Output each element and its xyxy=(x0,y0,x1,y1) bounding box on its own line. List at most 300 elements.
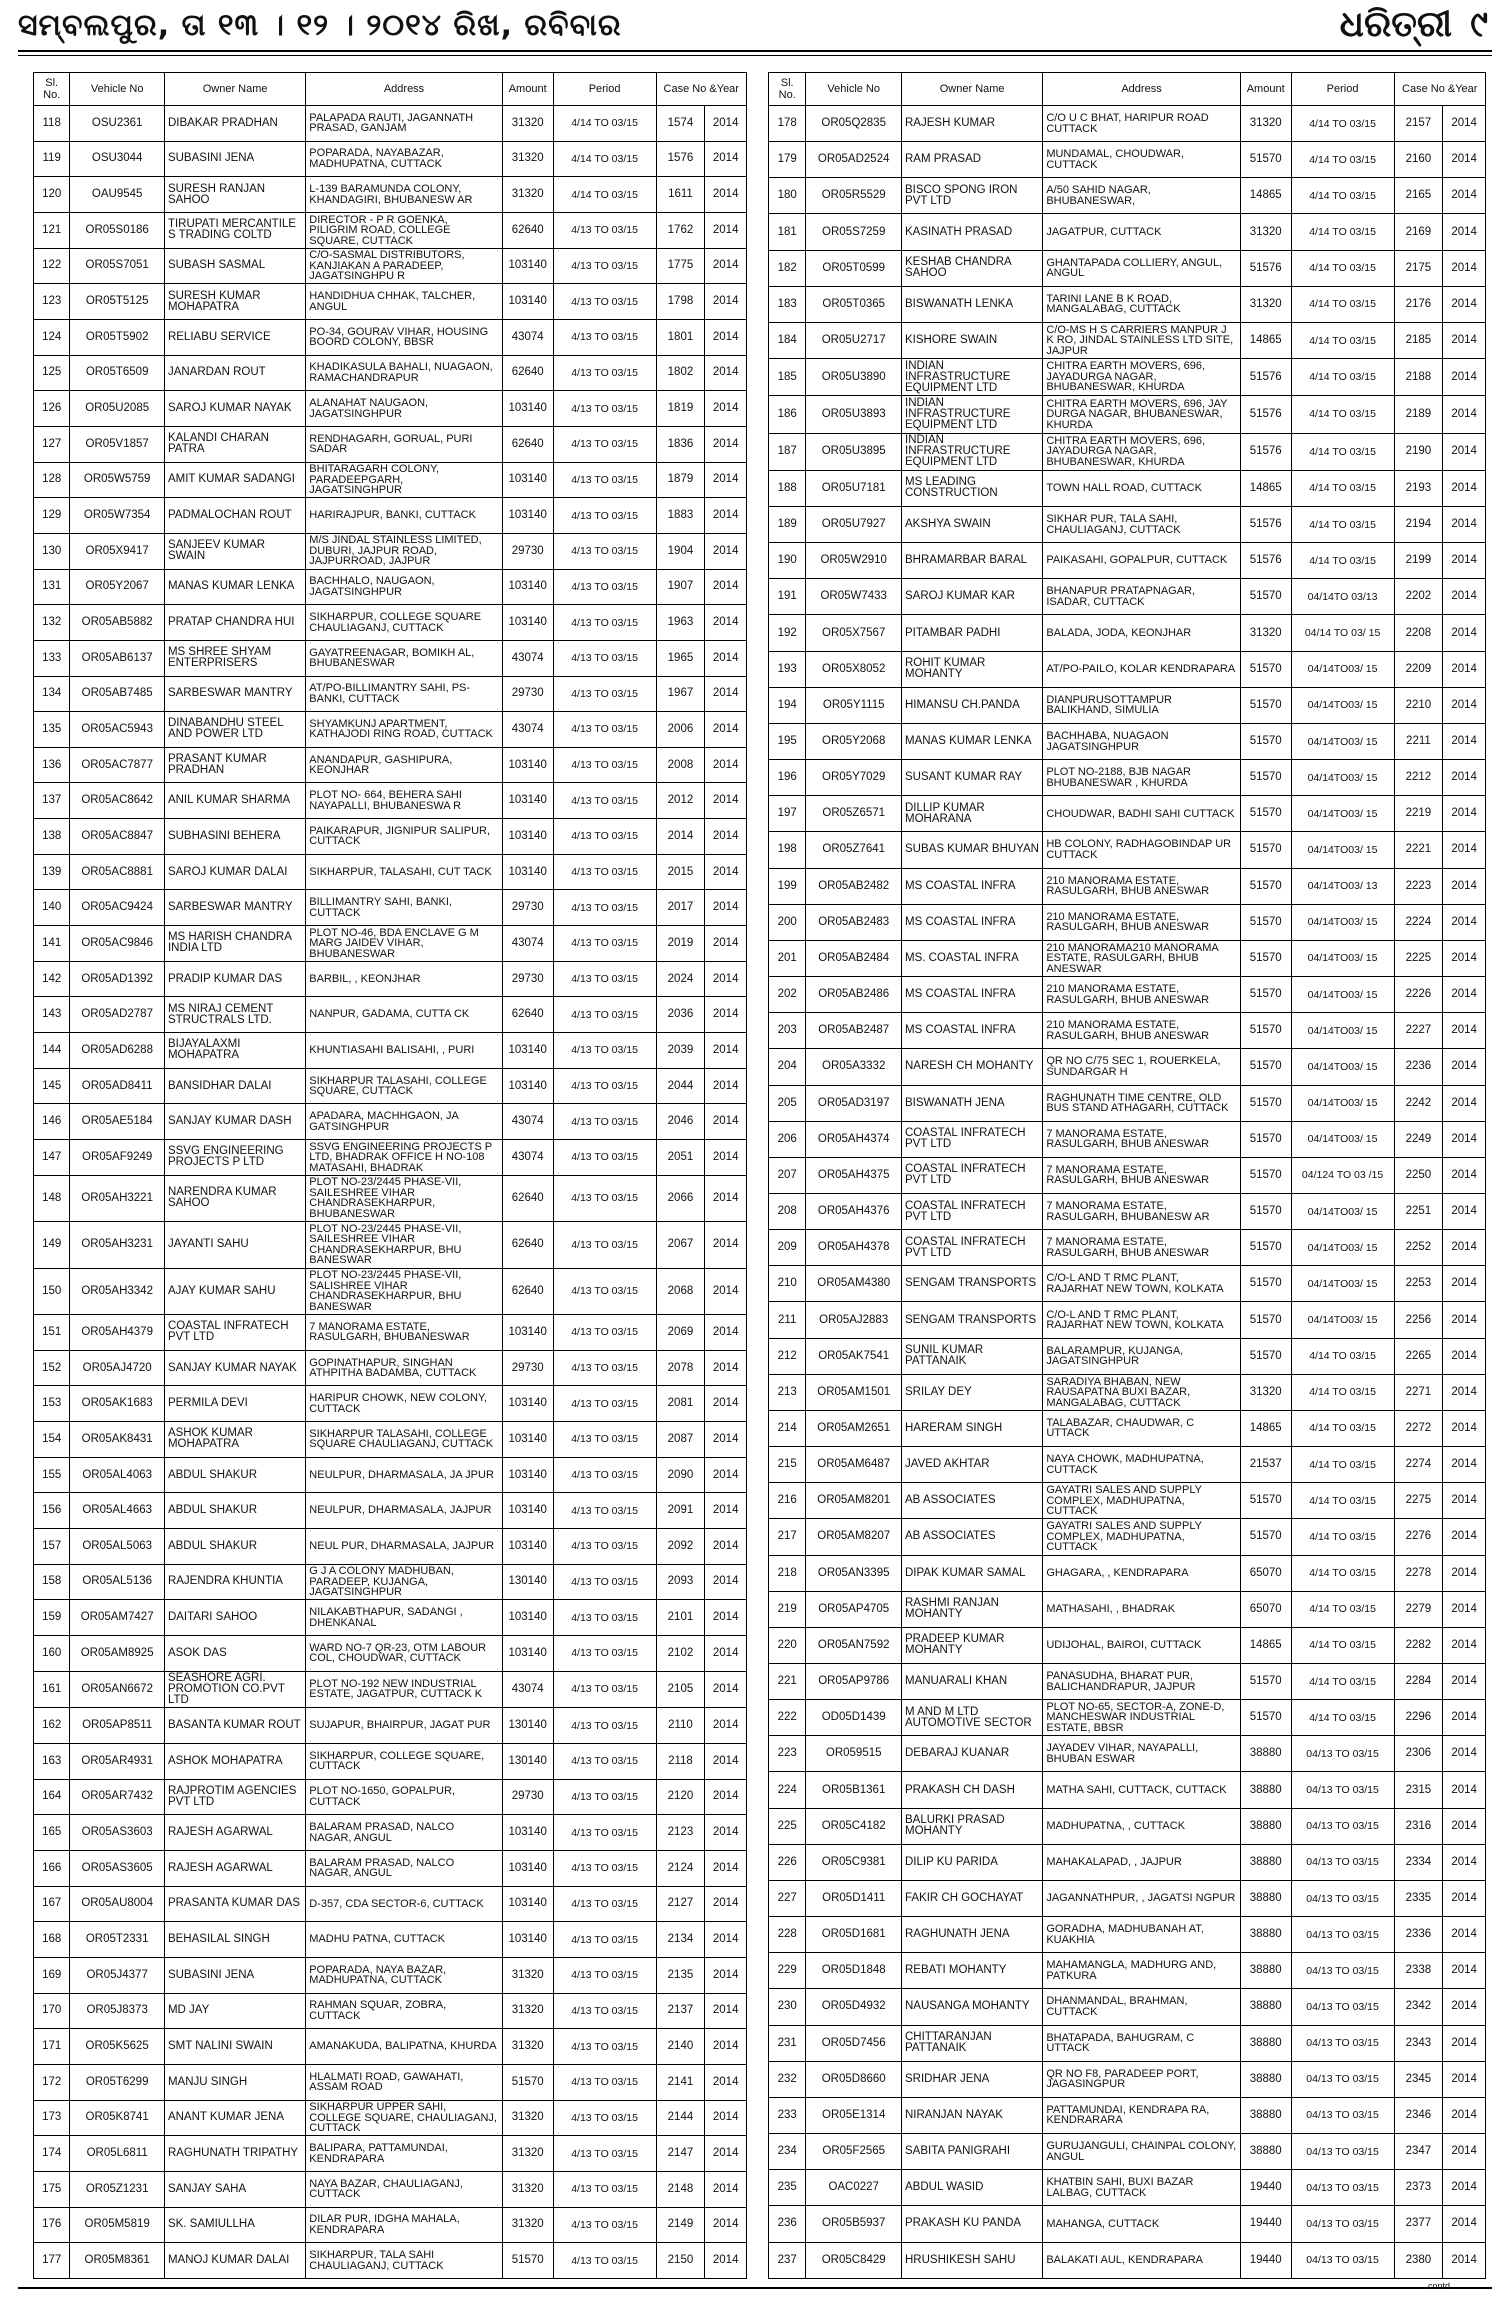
table-row xyxy=(34,1140,747,1176)
cell-sl-no: 231 xyxy=(769,2025,806,2061)
cell-period: 04/14TO03/ 13 xyxy=(1291,868,1394,904)
cell-vehicle-no: OR05AK8431 xyxy=(70,1422,165,1458)
cell-owner-name: BALURKI PRASAD MOHANTY xyxy=(902,1808,1043,1844)
cell-case-year: 2014 xyxy=(705,1922,747,1958)
cell-owner-name: DAITARI SAHOO xyxy=(164,1600,305,1636)
cell-case-year: 2014 xyxy=(705,1708,747,1744)
cell-owner-name: PRASANT KUMAR PRADHAN xyxy=(164,747,305,783)
cell-owner-name: BANSIDHAR DALAI xyxy=(164,1068,305,1104)
cell-case-year: 2014 xyxy=(705,1068,747,1104)
cell-vehicle-no: OR05U3890 xyxy=(806,359,902,396)
cell-address: C/O-MS H S CARRIERS MANPUR J K RO, JINDAL STAINLESS LTD SITE, JAJPUR xyxy=(1043,322,1240,358)
cell-period: 04/14TO03/ 15 xyxy=(1291,1049,1394,1085)
cell-owner-name: ANIL KUMAR SHARMA xyxy=(164,783,305,819)
cell-vehicle-no: OR05AC7877 xyxy=(70,747,165,783)
cell-sl-no: 135 xyxy=(34,712,70,748)
cell-case-year: 2014 xyxy=(1443,359,1486,396)
cell-case-no: 2306 xyxy=(1394,1736,1443,1772)
cell-amount: 65070 xyxy=(1240,1555,1291,1591)
cell-case-no: 2296 xyxy=(1394,1700,1443,1736)
cell-case-no: 2093 xyxy=(656,1564,705,1600)
cell-period: 4/13 TO 03/15 xyxy=(553,2064,656,2100)
cell-vehicle-no: OR05U7181 xyxy=(806,470,902,506)
cell-amount: 103140 xyxy=(502,1815,553,1851)
cell-vehicle-no: OR05AR4931 xyxy=(70,1744,165,1780)
cell-amount: 62640 xyxy=(502,1222,553,1268)
table-row xyxy=(34,1850,747,1886)
cell-case-no: 2135 xyxy=(656,1957,705,1993)
cell-period: 4/13 TO 03/15 xyxy=(553,1140,656,1176)
cell-period: 4/13 TO 03/15 xyxy=(553,533,656,569)
cell-address: SIKHARPUR TALASAHI, COLLEGE SQUARE, CUTTACK xyxy=(306,1068,502,1104)
cell-amount: 31320 xyxy=(502,2100,553,2136)
cell-period: 4/14 TO 03/15 xyxy=(1291,286,1394,322)
cell-amount: 103140 xyxy=(502,1635,553,1671)
cell-sl-no: 184 xyxy=(769,322,806,358)
cell-owner-name: BASANTA KUMAR ROUT xyxy=(164,1708,305,1744)
cell-sl-no: 197 xyxy=(769,796,806,832)
cell-address: BALARAM PRASAD, NALCO NAGAR, ANGUL xyxy=(306,1815,502,1851)
cell-vehicle-no: OR05AD2524 xyxy=(806,142,902,178)
cell-period: 4/14 TO 03/15 xyxy=(1291,1519,1394,1555)
cell-vehicle-no: OR05AD2787 xyxy=(70,997,165,1033)
cell-owner-name: COASTAL INFRATECH PVT LTD xyxy=(902,1193,1043,1229)
cell-case-year: 2014 xyxy=(705,106,747,142)
cell-case-no: 1574 xyxy=(656,106,705,142)
cell-sl-no: 189 xyxy=(769,507,806,543)
cell-amount: 103140 xyxy=(502,1033,553,1069)
cell-case-no: 2226 xyxy=(1394,977,1443,1013)
table-row xyxy=(769,1410,1486,1446)
cell-address: SSVG ENGINEERING PROJECTS P LTD, BHADRAK OFFICE H NO-108 MATASAHI, BHADRAK xyxy=(306,1140,502,1176)
cell-owner-name: SANJAY KUMAR NAYAK xyxy=(164,1350,305,1386)
cell-case-no: 2335 xyxy=(1394,1880,1443,1916)
col-header-owner: Owner Name xyxy=(164,73,305,106)
cell-amount: 103140 xyxy=(502,498,553,534)
cell-case-year: 2014 xyxy=(1443,1085,1486,1121)
table-row xyxy=(34,1528,747,1564)
cell-owner-name: MS COASTAL INFRA xyxy=(902,977,1043,1013)
cell-case-year: 2014 xyxy=(705,2136,747,2172)
cell-period: 04/14TO03/ 15 xyxy=(1291,760,1394,796)
cell-case-year: 2014 xyxy=(705,1815,747,1851)
table-row xyxy=(34,1386,747,1422)
cell-sl-no: 134 xyxy=(34,676,70,712)
cell-amount: 65070 xyxy=(1240,1591,1291,1627)
cell-vehicle-no: OAU9545 xyxy=(70,177,165,213)
cell-case-no: 2019 xyxy=(656,926,705,962)
cell-owner-name: AB ASSOCIATES xyxy=(902,1519,1043,1555)
cell-amount: 29730 xyxy=(502,961,553,997)
cell-address: HARIRAJPUR, BANKI, CUTTACK xyxy=(306,498,502,534)
cell-case-no: 1904 xyxy=(656,533,705,569)
table-row xyxy=(34,1635,747,1671)
cell-amount: 51570 xyxy=(1240,142,1291,178)
cell-period: 04/13 TO 03/15 xyxy=(1291,1953,1394,1989)
cell-case-no: 2124 xyxy=(656,1850,705,1886)
cell-period: 4/14 TO 03/15 xyxy=(1291,106,1394,142)
cell-case-year: 2014 xyxy=(705,212,747,248)
cell-case-year: 2014 xyxy=(705,177,747,213)
cell-amount: 51570 xyxy=(1240,977,1291,1013)
cell-case-year: 2014 xyxy=(705,890,747,926)
cell-amount: 51576 xyxy=(1240,543,1291,579)
cell-period: 04/14TO03/ 15 xyxy=(1291,904,1394,940)
table-row xyxy=(769,1085,1486,1121)
table-row xyxy=(769,1664,1486,1700)
cell-vehicle-no: OR05AL5136 xyxy=(70,1564,165,1600)
cell-amount: 31320 xyxy=(1240,1374,1291,1410)
cell-vehicle-no: OR05M8361 xyxy=(70,2243,165,2279)
cell-vehicle-no: OR05AL4663 xyxy=(70,1493,165,1529)
cell-case-no: 2039 xyxy=(656,1033,705,1069)
cell-sl-no: 128 xyxy=(34,462,70,498)
cell-vehicle-no: OR05AK1683 xyxy=(70,1386,165,1422)
cell-case-year: 2014 xyxy=(1443,1193,1486,1229)
cell-owner-name: JAYANTI SAHU xyxy=(164,1222,305,1268)
cell-address: PLOT NO-23/2445 PHASE-VII, SALISHREE VIHAR CHANDRASEKHARPUR, BHU BANESWAR xyxy=(306,1268,502,1314)
cell-amount: 31320 xyxy=(1240,286,1291,322)
table-row xyxy=(34,997,747,1033)
cell-case-no: 2242 xyxy=(1394,1085,1443,1121)
cell-sl-no: 119 xyxy=(34,141,70,177)
cell-owner-name: ANANT KUMAR JENA xyxy=(164,2100,305,2136)
cell-case-no: 2272 xyxy=(1394,1410,1443,1446)
table-row xyxy=(34,284,747,320)
cell-vehicle-no: OR05C8429 xyxy=(806,2242,902,2279)
cell-vehicle-no: OR05AE5184 xyxy=(70,1104,165,1140)
cell-case-no: 1967 xyxy=(656,676,705,712)
cell-period: 4/13 TO 03/15 xyxy=(553,1104,656,1140)
table-row xyxy=(34,2243,747,2279)
table-row xyxy=(34,2064,747,2100)
table-row xyxy=(34,1175,747,1221)
cell-vehicle-no: OR05T2331 xyxy=(70,1922,165,1958)
cell-case-no: 1775 xyxy=(656,248,705,284)
cell-address: KHATBIN SAHI, BUXI BAZAR LALBAG, CUTTACK xyxy=(1043,2170,1240,2206)
cell-address: 210 MANORAMA ESTATE, RASULGARH, BHUB ANESWAR xyxy=(1043,868,1240,904)
cell-vehicle-no: OR05AB2482 xyxy=(806,868,902,904)
cell-vehicle-no: OR05L6811 xyxy=(70,2136,165,2172)
cell-owner-name: RAJENDRA KHUNTIA xyxy=(164,1564,305,1600)
cell-owner-name: BHRAMARBAR BARAL xyxy=(902,543,1043,579)
table-row xyxy=(769,286,1486,322)
cell-vehicle-no: OR05D1848 xyxy=(806,1953,902,1989)
cell-owner-name: PRAKASH CH DASH xyxy=(902,1772,1043,1808)
table-row xyxy=(34,1350,747,1386)
cell-owner-name: SENGAM TRANSPORTS xyxy=(902,1266,1043,1302)
cell-amount: 38880 xyxy=(1240,1772,1291,1808)
cell-vehicle-no: OR05R5529 xyxy=(806,178,902,214)
cell-period: 04/13 TO 03/15 xyxy=(1291,2061,1394,2097)
cell-owner-name: NIRANJAN NAYAK xyxy=(902,2097,1043,2133)
cell-amount: 62640 xyxy=(502,1175,553,1221)
cell-case-no: 2036 xyxy=(656,997,705,1033)
cell-owner-name: INDIAN INFRASTRUCTURE EQUIPMENT LTD xyxy=(902,396,1043,433)
cell-amount: 31320 xyxy=(502,106,553,142)
table-row xyxy=(769,1591,1486,1627)
cell-address: KHADIKASULA BAHALI, NUAGAON, RAMACHANDRAPUR xyxy=(306,355,502,391)
cell-case-year: 2014 xyxy=(705,747,747,783)
cell-amount: 103140 xyxy=(502,1422,553,1458)
cell-address: PLOT NO-65, SECTOR-A, ZONE-D, MANCHESWAR INDUSTRIAL ESTATE, BBSR xyxy=(1043,1700,1240,1736)
cell-address: GHAGARA, , KENDRAPARA xyxy=(1043,1555,1240,1591)
cell-case-no: 2068 xyxy=(656,1268,705,1314)
col-header-address: Address xyxy=(306,73,502,106)
cell-case-no: 2202 xyxy=(1394,579,1443,615)
cell-case-year: 2014 xyxy=(705,1386,747,1422)
cell-case-year: 2014 xyxy=(705,1993,747,2029)
cell-case-year: 2014 xyxy=(705,1315,747,1351)
cell-case-year: 2014 xyxy=(1443,507,1486,543)
cell-vehicle-no: OR05AH3231 xyxy=(70,1222,165,1268)
table-row xyxy=(34,1600,747,1636)
cell-case-year: 2014 xyxy=(705,1222,747,1268)
cell-case-year: 2014 xyxy=(1443,250,1486,286)
cell-case-year: 2014 xyxy=(1443,1736,1486,1772)
cell-owner-name: JANARDAN ROUT xyxy=(164,355,305,391)
cell-owner-name: MS. COASTAL INFRA xyxy=(902,940,1043,976)
cell-amount: 14865 xyxy=(1240,470,1291,506)
cell-case-year: 2014 xyxy=(1443,868,1486,904)
table-row xyxy=(34,1222,747,1268)
table-row xyxy=(769,2061,1486,2097)
cell-vehicle-no: OR05AC8642 xyxy=(70,783,165,819)
cell-case-year: 2014 xyxy=(705,462,747,498)
table-row xyxy=(34,712,747,748)
cell-owner-name: BISWANATH LENKA xyxy=(902,286,1043,322)
cell-case-year: 2014 xyxy=(705,676,747,712)
cell-case-year: 2014 xyxy=(1443,1664,1486,1700)
footer-rule xyxy=(18,2287,1492,2289)
masthead xyxy=(1322,4,1488,46)
cell-vehicle-no: OR05AB6137 xyxy=(70,640,165,676)
cell-case-no: 1879 xyxy=(656,462,705,498)
cell-case-no: 1798 xyxy=(656,284,705,320)
cell-case-year: 2014 xyxy=(1443,1049,1486,1085)
cell-vehicle-no: OR05S0186 xyxy=(70,212,165,248)
cell-owner-name: DILIP KU PARIDA xyxy=(902,1844,1043,1880)
cell-case-year: 2014 xyxy=(1443,178,1486,214)
cell-period: 4/13 TO 03/15 xyxy=(553,1457,656,1493)
cell-amount: 38880 xyxy=(1240,1989,1291,2025)
cell-owner-name: BISWANATH JENA xyxy=(902,1085,1043,1121)
cell-address: PATTAMUNDAI, KENDRAPA RA, KENDRARARA xyxy=(1043,2097,1240,2133)
table-row xyxy=(34,2100,747,2136)
cell-vehicle-no: OR05T6509 xyxy=(70,355,165,391)
cell-owner-name: SUBASH SASMAL xyxy=(164,248,305,284)
cell-period: 4/13 TO 03/15 xyxy=(553,997,656,1033)
table-row xyxy=(769,2170,1486,2206)
table-row xyxy=(34,1268,747,1314)
cell-address: RAHMAN SQUAR, ZOBRA, CUTTACK xyxy=(306,1993,502,2029)
cell-sl-no: 133 xyxy=(34,640,70,676)
cell-owner-name: HIMANSU CH.PANDA xyxy=(902,687,1043,723)
cell-owner-name: COASTAL INFRATECH PVT LTD xyxy=(902,1157,1043,1193)
cell-case-no: 2223 xyxy=(1394,868,1443,904)
cell-case-no: 2278 xyxy=(1394,1555,1443,1591)
cell-period: 4/13 TO 03/15 xyxy=(553,712,656,748)
cell-address: PLOT NO- 664, BEHERA SAHI NAYAPALLI, BHUBANESWA R xyxy=(306,783,502,819)
cell-period: 04/14 TO 03/ 15 xyxy=(1291,615,1394,651)
cell-amount: 103140 xyxy=(502,569,553,605)
cell-case-no: 1965 xyxy=(656,640,705,676)
table-row xyxy=(34,1564,747,1600)
cell-vehicle-no: OR05W2910 xyxy=(806,543,902,579)
cell-case-no: 1883 xyxy=(656,498,705,534)
cell-address: MADHUPATNA, , CUTTACK xyxy=(1043,1808,1240,1844)
cell-case-no: 1907 xyxy=(656,569,705,605)
cell-amount: 29730 xyxy=(502,1779,553,1815)
cell-case-year: 2014 xyxy=(1443,1013,1486,1049)
cell-address: BALARAM PRASAD, NALCO NAGAR, ANGUL xyxy=(306,1850,502,1886)
cell-sl-no: 172 xyxy=(34,2064,70,2100)
cell-case-year: 2014 xyxy=(1443,1555,1486,1591)
cell-period: 4/13 TO 03/15 xyxy=(553,426,656,462)
cell-case-no: 1801 xyxy=(656,319,705,355)
cell-vehicle-no: OR05U3895 xyxy=(806,433,902,470)
cell-sl-no: 221 xyxy=(769,1664,806,1700)
col-header-case: Case No &Year xyxy=(1394,73,1486,106)
cell-case-no: 2110 xyxy=(656,1708,705,1744)
cell-sl-no: 207 xyxy=(769,1157,806,1193)
cell-amount: 103140 xyxy=(502,248,553,284)
cell-owner-name: ROHIT KUMAR MOHANTY xyxy=(902,651,1043,687)
cell-sl-no: 206 xyxy=(769,1121,806,1157)
cell-address: SARADIYA BHABAN, NEW RAUSAPATNA BUXI BAZAR, MANGALABAG, CUTTACK xyxy=(1043,1374,1240,1410)
cell-owner-name: SARBESWAR MANTRY xyxy=(164,890,305,926)
table-row xyxy=(34,141,747,177)
cell-owner-name: COASTAL INFRATECH PVT LTD xyxy=(164,1315,305,1351)
cell-sl-no: 205 xyxy=(769,1085,806,1121)
cell-owner-name: ASOK DAS xyxy=(164,1635,305,1671)
cell-case-year: 2014 xyxy=(1443,322,1486,358)
cell-sl-no: 148 xyxy=(34,1175,70,1221)
cell-amount: 51576 xyxy=(1240,359,1291,396)
cell-period: 4/13 TO 03/15 xyxy=(553,1175,656,1221)
cell-amount: 62640 xyxy=(502,1268,553,1314)
cell-case-no: 2224 xyxy=(1394,904,1443,940)
cell-address: 7 MANORAMA ESTATE, RASULGARH, BHUB ANESWAR xyxy=(1043,1157,1240,1193)
cell-vehicle-no: OR05B1361 xyxy=(806,1772,902,1808)
cell-sl-no: 236 xyxy=(769,2206,806,2242)
cell-amount: 51570 xyxy=(1240,796,1291,832)
cell-vehicle-no: OR05AR7432 xyxy=(70,1779,165,1815)
cell-owner-name: INDIAN INFRASTRUCTURE EQUIPMENT LTD xyxy=(902,359,1043,396)
cell-owner-name: MS COASTAL INFRA xyxy=(902,868,1043,904)
cell-sl-no: 166 xyxy=(34,1850,70,1886)
cell-amount: 51570 xyxy=(1240,868,1291,904)
cell-sl-no: 235 xyxy=(769,2170,806,2206)
cell-period: 4/14 TO 03/15 xyxy=(1291,396,1394,433)
cell-case-no: 2008 xyxy=(656,747,705,783)
cell-period: 4/13 TO 03/15 xyxy=(553,1922,656,1958)
cell-case-no: 2006 xyxy=(656,712,705,748)
col-header-period: Period xyxy=(553,73,656,106)
cell-case-year: 2014 xyxy=(705,319,747,355)
cell-sl-no: 159 xyxy=(34,1600,70,1636)
cell-case-no: 2338 xyxy=(1394,1953,1443,1989)
cell-period: 4/13 TO 03/15 xyxy=(553,2207,656,2243)
cell-case-year: 2014 xyxy=(1443,1917,1486,1953)
cell-case-no: 2236 xyxy=(1394,1049,1443,1085)
cell-address: QR NO C/75 SEC 1, ROUERKELA, SUNDARGAR H xyxy=(1043,1049,1240,1085)
cell-sl-no: 168 xyxy=(34,1922,70,1958)
cell-period: 4/13 TO 03/15 xyxy=(553,2029,656,2065)
cell-owner-name: MS HARISH CHANDRA INDIA LTD xyxy=(164,926,305,962)
cell-period: 4/13 TO 03/15 xyxy=(553,248,656,284)
table-row xyxy=(34,426,747,462)
cell-address: MUNDAMAL, CHOUDWAR, CUTTACK xyxy=(1043,142,1240,178)
cell-sl-no: 150 xyxy=(34,1268,70,1314)
cell-address: NILAKABTHAPUR, SADANGI , DHENKANAL xyxy=(306,1600,502,1636)
cell-amount: 31320 xyxy=(502,2136,553,2172)
cell-amount: 62640 xyxy=(502,426,553,462)
cell-owner-name: MS LEADING CONSTRUCTION xyxy=(902,470,1043,506)
cell-amount: 29730 xyxy=(502,1350,553,1386)
cell-owner-name: SRILAY DEY xyxy=(902,1374,1043,1410)
cell-sl-no: 186 xyxy=(769,396,806,433)
cell-owner-name: SANJEEV KUMAR SWAIN xyxy=(164,533,305,569)
table-row xyxy=(769,1736,1486,1772)
cell-period: 4/13 TO 03/15 xyxy=(553,498,656,534)
cell-case-no: 2157 xyxy=(1394,106,1443,142)
table-row xyxy=(769,723,1486,759)
cell-sl-no: 179 xyxy=(769,142,806,178)
cell-address: PALAPADA RAUTI, JAGANNATH PRASAD, GANJAM xyxy=(306,106,502,142)
cell-period: 4/14 TO 03/15 xyxy=(1291,433,1394,470)
cell-case-year: 2014 xyxy=(705,2171,747,2207)
cell-vehicle-no: OR05AN7592 xyxy=(806,1627,902,1663)
cell-amount: 103140 xyxy=(502,854,553,890)
cell-case-year: 2014 xyxy=(705,1600,747,1636)
cell-case-year: 2014 xyxy=(705,1779,747,1815)
cell-case-year: 2014 xyxy=(1443,2025,1486,2061)
cell-period: 04/14TO03/ 15 xyxy=(1291,687,1394,723)
cell-owner-name: SUBASINI JENA xyxy=(164,1957,305,1993)
cell-case-no: 2150 xyxy=(656,2243,705,2279)
cell-owner-name: MS SHREE SHYAM ENTERPRISERS xyxy=(164,640,305,676)
cell-owner-name: SANJAY SAHA xyxy=(164,2171,305,2207)
cell-owner-name: RAGHUNATH TRIPATHY xyxy=(164,2136,305,2172)
cell-case-year: 2014 xyxy=(1443,651,1486,687)
cell-sl-no: 198 xyxy=(769,832,806,868)
cell-sl-no: 215 xyxy=(769,1447,806,1483)
cell-owner-name: SUBAS KUMAR BHUYAN xyxy=(902,832,1043,868)
cell-address: BALARAMPUR, KUJANGA, JAGATSINGHPUR xyxy=(1043,1338,1240,1374)
cell-address: DIANPURUSOTTAMPUR BALIKHAND, SIMULIA xyxy=(1043,687,1240,723)
cell-sl-no: 130 xyxy=(34,533,70,569)
cell-amount: 29730 xyxy=(502,676,553,712)
cell-address: C/O U C BHAT, HARIPUR ROAD CUTTACK xyxy=(1043,106,1240,142)
cell-case-no: 2012 xyxy=(656,783,705,819)
cell-case-no: 2165 xyxy=(1394,178,1443,214)
cell-owner-name: ASHOK KUMAR MOHAPATRA xyxy=(164,1422,305,1458)
cell-address: BALADA, JODA, KEONJHAR xyxy=(1043,615,1240,651)
cell-case-no: 2069 xyxy=(656,1315,705,1351)
cell-period: 4/13 TO 03/15 xyxy=(553,1886,656,1922)
cell-address: MADHU PATNA, CUTTACK xyxy=(306,1922,502,1958)
cell-vehicle-no: OR05AD6288 xyxy=(70,1033,165,1069)
cell-sl-no: 120 xyxy=(34,177,70,213)
cell-case-year: 2014 xyxy=(705,569,747,605)
continued-note: contd xyxy=(1427,2281,1450,2291)
cell-sl-no: 157 xyxy=(34,1528,70,1564)
table-row xyxy=(769,2242,1486,2279)
cell-sl-no: 216 xyxy=(769,1483,806,1519)
cell-case-no: 2175 xyxy=(1394,250,1443,286)
table-row xyxy=(769,1157,1486,1193)
